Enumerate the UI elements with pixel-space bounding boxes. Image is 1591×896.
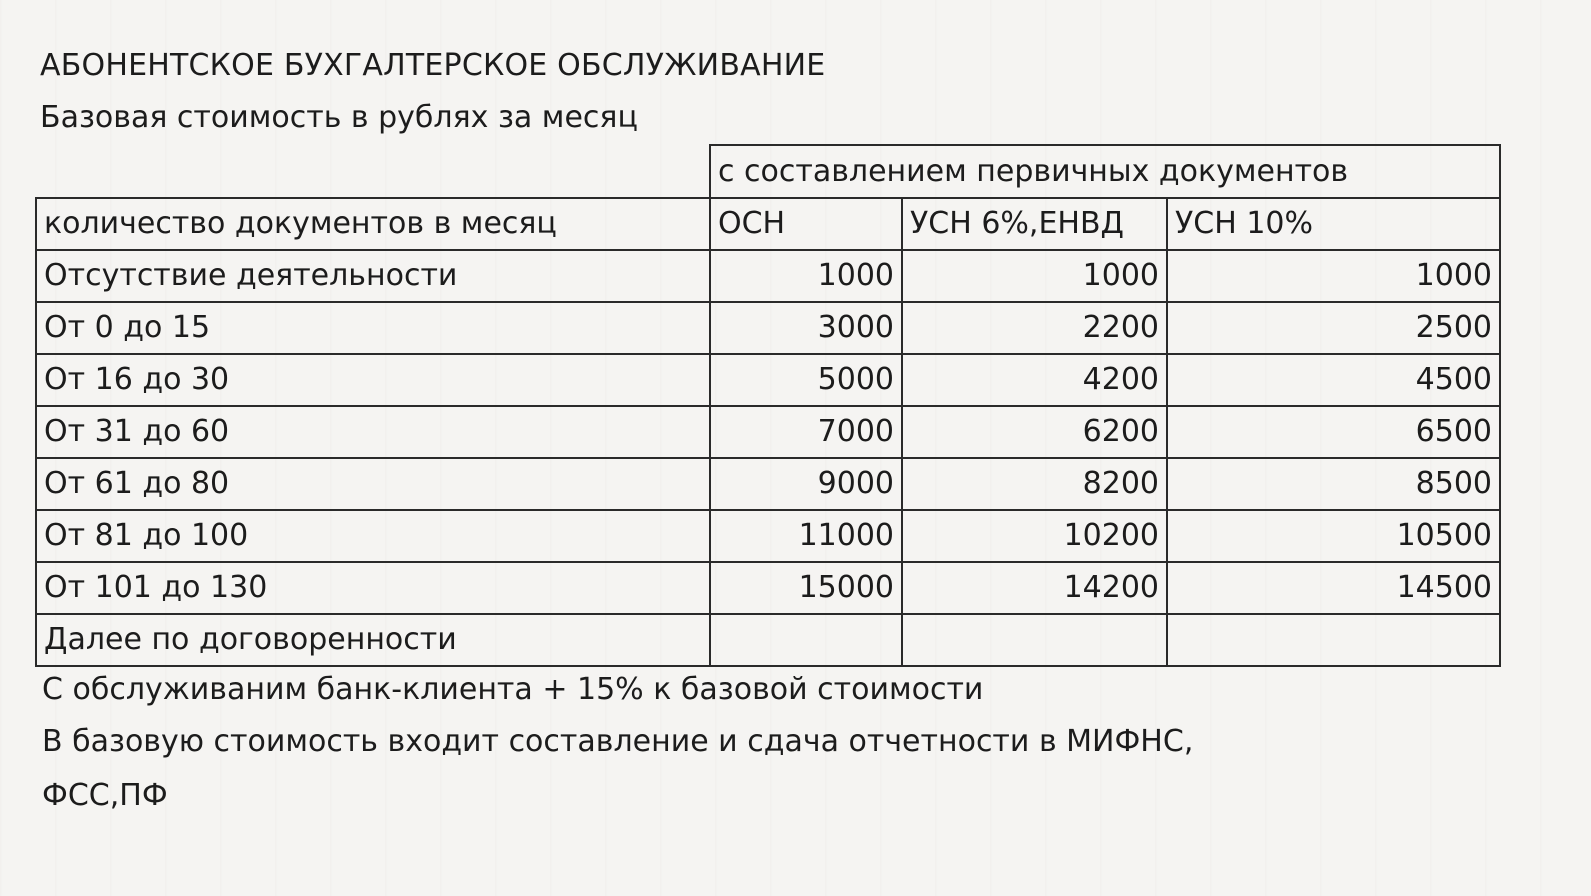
table-row xyxy=(36,458,1500,510)
row-label: От 16 до 30 xyxy=(36,354,710,406)
price-osn: 1000 xyxy=(710,250,902,302)
table-row xyxy=(36,510,1500,562)
document-subtitle: Базовая стоимость в рублях за месяц xyxy=(40,100,638,135)
row-label: От 61 до 80 xyxy=(36,458,710,510)
price-usn6: 2200 xyxy=(902,302,1167,354)
column-header-doc-count: количество документов в месяц xyxy=(36,198,710,250)
price-usn6: 14200 xyxy=(902,562,1167,614)
price-usn6: 10200 xyxy=(902,510,1167,562)
price-osn: 11000 xyxy=(710,510,902,562)
column-header-usn6: УСН 6%,ЕНВД xyxy=(902,198,1167,250)
table-header-row xyxy=(36,198,1500,250)
row-label: От 81 до 100 xyxy=(36,510,710,562)
row-label: Далее по договоренности xyxy=(36,614,710,666)
table-row xyxy=(36,614,1500,666)
document-title: АБОНЕНТСКОЕ БУХГАЛТЕРСКОЕ ОБСЛУЖИВАНИЕ xyxy=(40,48,826,83)
price-osn xyxy=(710,614,902,666)
price-usn10: 14500 xyxy=(1167,562,1500,614)
price-usn10 xyxy=(1167,614,1500,666)
group-header-cell: с составлением первичных документов xyxy=(710,145,1500,198)
column-header-usn10: УСН 10% xyxy=(1167,198,1500,250)
included-services-note-line2: ФСС,ПФ xyxy=(42,778,168,813)
price-usn6 xyxy=(902,614,1167,666)
price-usn10: 1000 xyxy=(1167,250,1500,302)
price-usn6: 8200 xyxy=(902,458,1167,510)
price-usn10: 8500 xyxy=(1167,458,1500,510)
price-usn6: 4200 xyxy=(902,354,1167,406)
table-row xyxy=(36,302,1500,354)
price-usn10: 6500 xyxy=(1167,406,1500,458)
table-corner-cell xyxy=(36,145,710,198)
table-row xyxy=(36,250,1500,302)
price-osn: 5000 xyxy=(710,354,902,406)
price-osn: 9000 xyxy=(710,458,902,510)
row-label: От 31 до 60 xyxy=(36,406,710,458)
price-usn6: 1000 xyxy=(902,250,1167,302)
table-group-header-row xyxy=(36,145,1500,198)
included-services-note-line1: В базовую стоимость входит составление и сдача отчетности в МИФНС, xyxy=(42,724,1194,759)
column-header-osn: ОСН xyxy=(710,198,902,250)
row-label: От 101 до 130 xyxy=(36,562,710,614)
price-osn: 15000 xyxy=(710,562,902,614)
row-label: Отсутствие деятельности xyxy=(36,250,710,302)
row-label: От 0 до 15 xyxy=(36,302,710,354)
table-row xyxy=(36,406,1500,458)
price-usn10: 10500 xyxy=(1167,510,1500,562)
table-row xyxy=(36,354,1500,406)
table-row xyxy=(36,562,1500,614)
price-osn: 7000 xyxy=(710,406,902,458)
price-usn6: 6200 xyxy=(902,406,1167,458)
price-table xyxy=(35,144,1501,667)
bank-client-note: С обслуживаним банк-клиента + 15% к базовой стоимости xyxy=(42,672,984,707)
price-usn10: 2500 xyxy=(1167,302,1500,354)
price-osn: 3000 xyxy=(710,302,902,354)
price-usn10: 4500 xyxy=(1167,354,1500,406)
